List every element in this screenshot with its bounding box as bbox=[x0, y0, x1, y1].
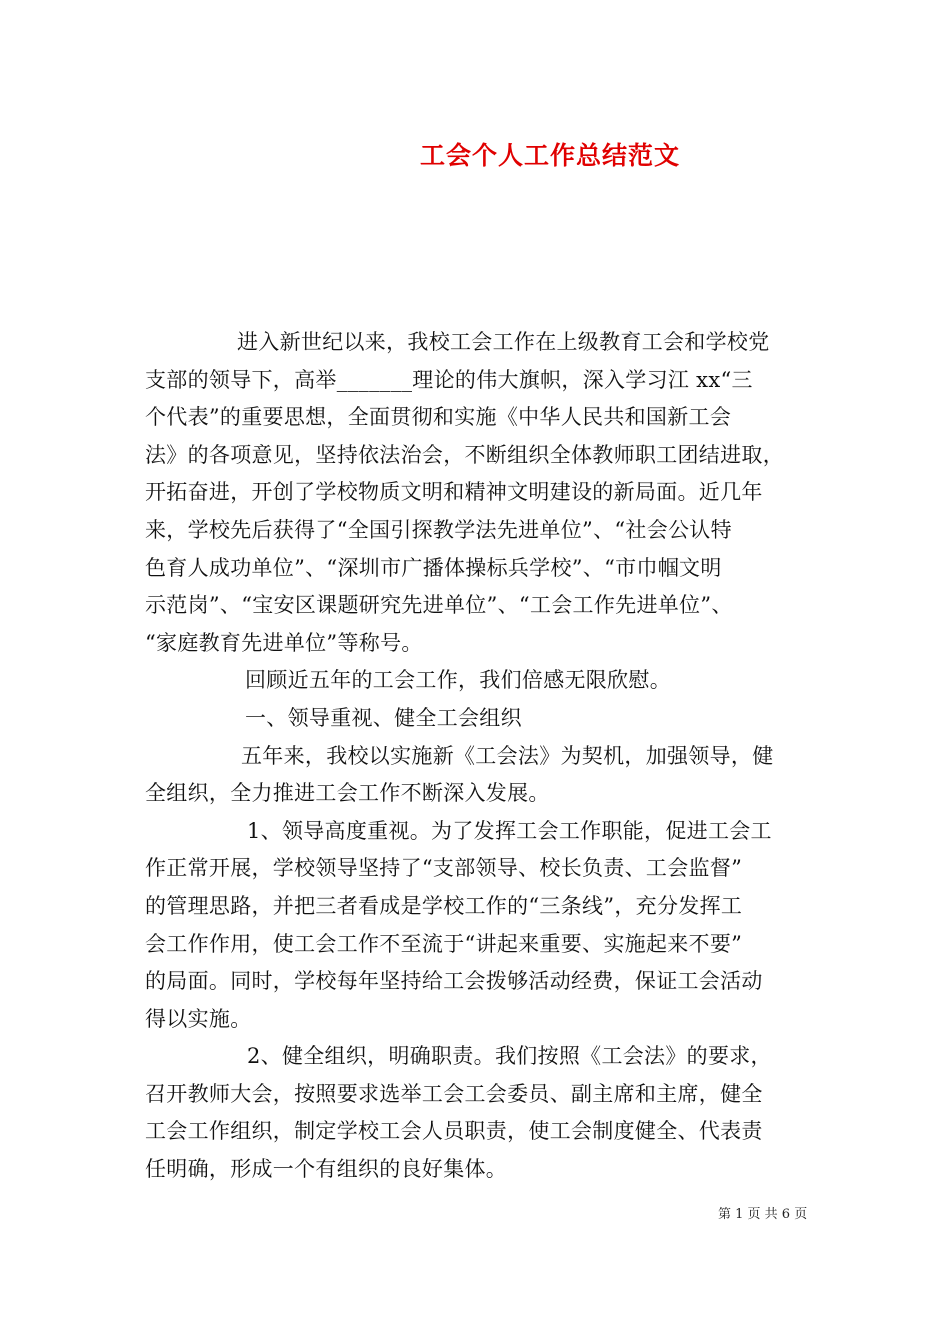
text-line: 支部的领导下，高举_______理论的伟大旗帜，深入学习江 xx“三 bbox=[145, 367, 753, 392]
text-line: 一、领导重视、健全工会组织 bbox=[245, 705, 522, 730]
document-body bbox=[145, 324, 825, 1189]
text-line: 的局面。同时，学校每年坚持给工会拨够活动经费，保证工会活动 bbox=[145, 969, 763, 994]
text-line: 进入新世纪以来，我校工会工作在上级教育工会和学校党 bbox=[237, 330, 770, 354]
text-line: 个代表”的重要思想，全面贯彻和实施《中华人民共和国新工会 bbox=[145, 405, 732, 430]
text-line: 五年来，我校以实施新《工会法》为契机，加强领导，健 bbox=[241, 743, 774, 768]
text-line: 任明确，形成一个有组织的良好集体。 bbox=[145, 1157, 508, 1182]
text-line: 作正常开展，学校领导坚持了“支部领导、校长负责、工会监督” bbox=[145, 856, 743, 881]
text-line: 召开教师大会，按照要求选举工会工会委员、副主席和主席，健全 bbox=[145, 1081, 763, 1106]
text-line: 的管理思路，并把三者看成是学校工作的“三条线”，充分发挥工 bbox=[145, 893, 743, 918]
text-line: 回顾近五年的工会工作，我们倍感无限欣慰。 bbox=[245, 668, 671, 693]
text-line: 法》的各项意见，坚持依法治会，不断组织全体教师职工团结进取， bbox=[145, 442, 784, 467]
text-line: 全组织，全力推进工会工作不断深入发展。 bbox=[145, 781, 550, 806]
text-line: 来，学校先后获得了“全国引探教学法先进单位”、“社会公认特 bbox=[145, 517, 732, 542]
document-title: 工会个人工作总结范文 bbox=[419, 141, 680, 170]
text-line: 示范岗”、“宝安区课题研究先进单位”、“工会工作先进单位”、 bbox=[145, 593, 733, 618]
text-line: 1、领导高度重视。为了发挥工会工作职能，促进工会工 bbox=[247, 818, 772, 843]
text-line: 工会工作组织，制定学校工会人员职责，使工会制度健全、代表责 bbox=[145, 1119, 763, 1144]
text-line: 2、健全组织，明确职责。我们按照《工会法》的要求， bbox=[247, 1044, 772, 1069]
text-line: 开拓奋进，开创了学校物质文明和精神文明建设的新局面。近几年 bbox=[145, 480, 763, 505]
text-line: 色育人成功单位”、“深圳市广播体操标兵学校”、“市巾帼文明 bbox=[145, 555, 722, 580]
text-line: “家庭教育先进单位”等称号。 bbox=[145, 630, 423, 655]
text-line: 会工作作用，使工会工作不至流于“讲起来重要、实施起来不要” bbox=[145, 931, 743, 956]
page-number-footer: 第 1 页 共 6 页 bbox=[718, 1207, 808, 1222]
text-line: 得以实施。 bbox=[145, 1006, 252, 1031]
